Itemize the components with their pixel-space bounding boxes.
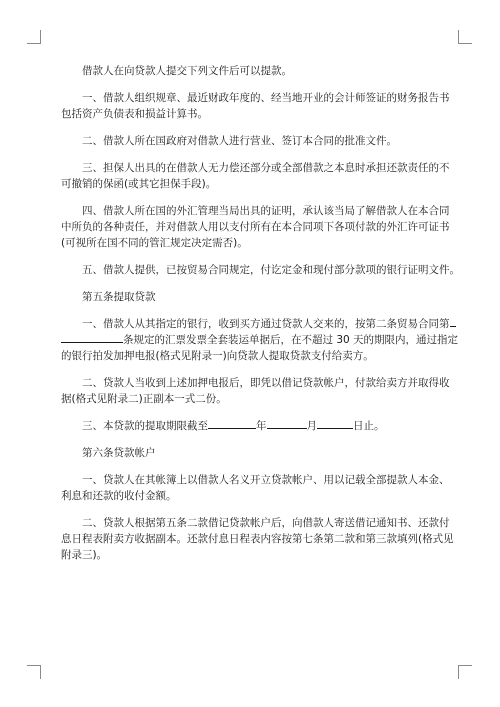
heading-article-6: 第六条贷款帐户 <box>82 447 156 459</box>
blank-underline <box>450 316 456 327</box>
crop-mark-top-right <box>458 30 472 44</box>
blank-underline <box>317 418 353 429</box>
paragraph-article-6-item-1: 一、贷款人在其帐簿上以借款人名义开立贷款帐户、用以记载全部提款人本金、 利息和还款的收付金额。 <box>61 474 450 502</box>
crop-mark-bottom-right <box>458 665 472 679</box>
paragraph-article-6-item-2: 二、贷款人根据第五条二款借记贷款帐户后，向借款人寄送借记通知书、还款付 息日程表附卖方收据副本。还款付息日程表内容按第七条第二款和第三款填列(格式见 附录三)。 <box>61 517 454 561</box>
paragraph-item-3: 三、担保人出具的在借款人无力偿还部分或全部借款之本息时承担还款责任的不 可撤销的保函(或其它担保手段)。 <box>61 162 450 190</box>
paragraph-item-1: 一、借款人组织规章、最近财政年度的、经当地开业的会计师签证的财务报告书 包括资产负债表和损益计算书。 <box>61 92 450 120</box>
crop-mark-top-left <box>27 30 41 44</box>
document-body <box>61 63 460 568</box>
paragraph-item-2: 二、借款人所在国政府对借款人进行营业、签订本合同的批准文件。 <box>82 135 397 147</box>
paragraph-article-5-item-1: 一、借款人从其指定的银行，收到买方通过贷款人交来的，按第二条贸易合同第 条规定的汇票发票全套装运单据后，在不超过 30 天的期限内，通过指定 的银行拍发加押电报(格式见附录一)向贷款人提取贷款支付给卖方。 <box>61 318 459 362</box>
paragraph-item-4: 四、借款人所在国的外汇管理当局出具的证明，承认该当局了解借款人在本合同 中所负的各种责任，并对借款人用以支付所有在本合同项下各项付款的外汇许可证书 (可视所在国不同的管汇规定决定需否)。 <box>61 205 450 249</box>
paragraph-item-5: 五、借款人提供，已按贸易合同规定，付讫定金和现付部分款项的银行证明文件。 <box>82 264 460 276</box>
blank-underline <box>267 418 307 429</box>
paragraph-intro: 借款人在向贷款人提交下列文件后可以提款。 <box>82 65 292 77</box>
blank-underline <box>61 332 123 343</box>
paragraph-article-5-item-3: 三、本贷款的提取期限截至 年 月 日止。 <box>82 420 385 432</box>
paragraph-article-5-item-2: 二、贷款人当收到上述加押电报后，即凭以借记贷款帐户，付款给卖方并取得收 据(格式见附录二)正副本一式二份。 <box>61 377 450 405</box>
blank-underline <box>208 418 256 429</box>
heading-article-5: 第五条提取贷款 <box>82 291 156 303</box>
crop-mark-bottom-left <box>27 665 41 679</box>
